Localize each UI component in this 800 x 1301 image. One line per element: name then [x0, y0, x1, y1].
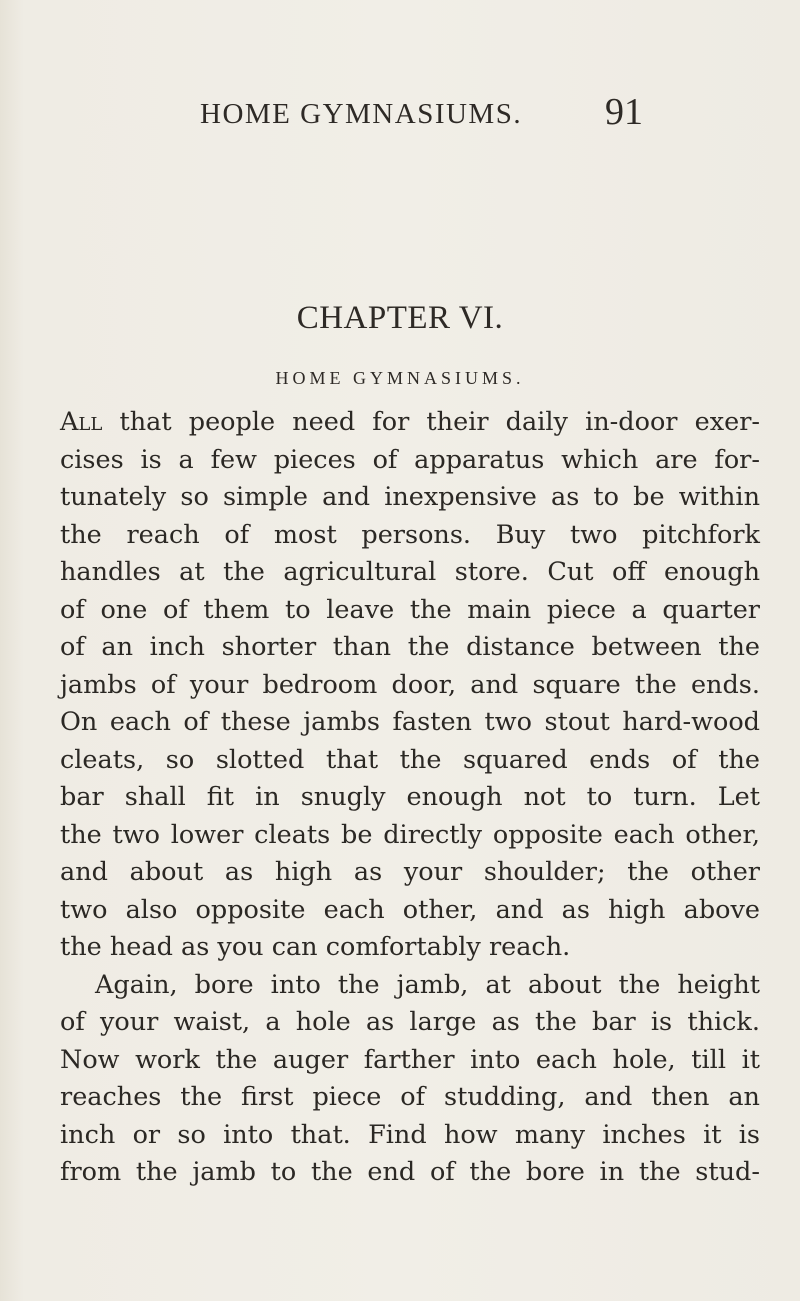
text-line: All that people need for their daily in-door exer- — [60, 407, 760, 437]
text-line: two also opposite each other, and as high above — [60, 894, 760, 925]
page-number: 91 — [605, 91, 643, 133]
text-line: and about as high as your shoulder; the other — [60, 857, 760, 887]
text-line: from the jamb to the end of the bore in the stud- — [60, 1157, 760, 1187]
text-line: Now work the auger farther into each hole, till it — [60, 1044, 760, 1075]
text-line: of an inch shorter than the distance between the — [60, 632, 760, 662]
text-line: the reach of most persons. Buy two pitchfork — [60, 519, 760, 550]
paragraph-start-line: Again, bore into the jamb, at about the height — [95, 969, 760, 1000]
text-line: of your waist, a hole as large as the bar is thick. — [60, 1007, 760, 1037]
text-line: jambs of your bedroom door, and square the ends. — [60, 669, 760, 700]
body-text — [60, 404, 760, 1192]
text-line: inch or so into that. Find how many inches it is — [60, 1119, 760, 1150]
opening-word: All — [60, 407, 103, 437]
text-line: the two lower cleats be directly opposite each other, — [60, 819, 760, 850]
chapter-title: CHAPTER VI. — [296, 300, 504, 336]
chapter-subtitle: HOME GYMNASIUMS. — [275, 368, 525, 388]
paragraph-end-line: the head as you can comfortably reach. — [60, 932, 571, 962]
text-line: reaches the first piece of studding, and then an — [60, 1082, 760, 1112]
text-line: cises is a few pieces of apparatus which are for- — [60, 444, 760, 475]
text-line: tunately so simple and inexpensive as to be within — [60, 482, 760, 512]
running-head: HOME GYMNASIUMS. — [200, 98, 523, 130]
text-line: of one of them to leave the main piece a quarter — [60, 594, 760, 625]
text-line: On each of these jambs fasten two stout hard-wood — [60, 707, 760, 737]
text-line: bar shall fit in snugly enough not to turn. Let — [60, 782, 760, 812]
text-line: cleats, so slotted that the squared ends of the — [60, 744, 760, 775]
text-line: handles at the agricultural store. Cut off enough — [60, 557, 760, 587]
